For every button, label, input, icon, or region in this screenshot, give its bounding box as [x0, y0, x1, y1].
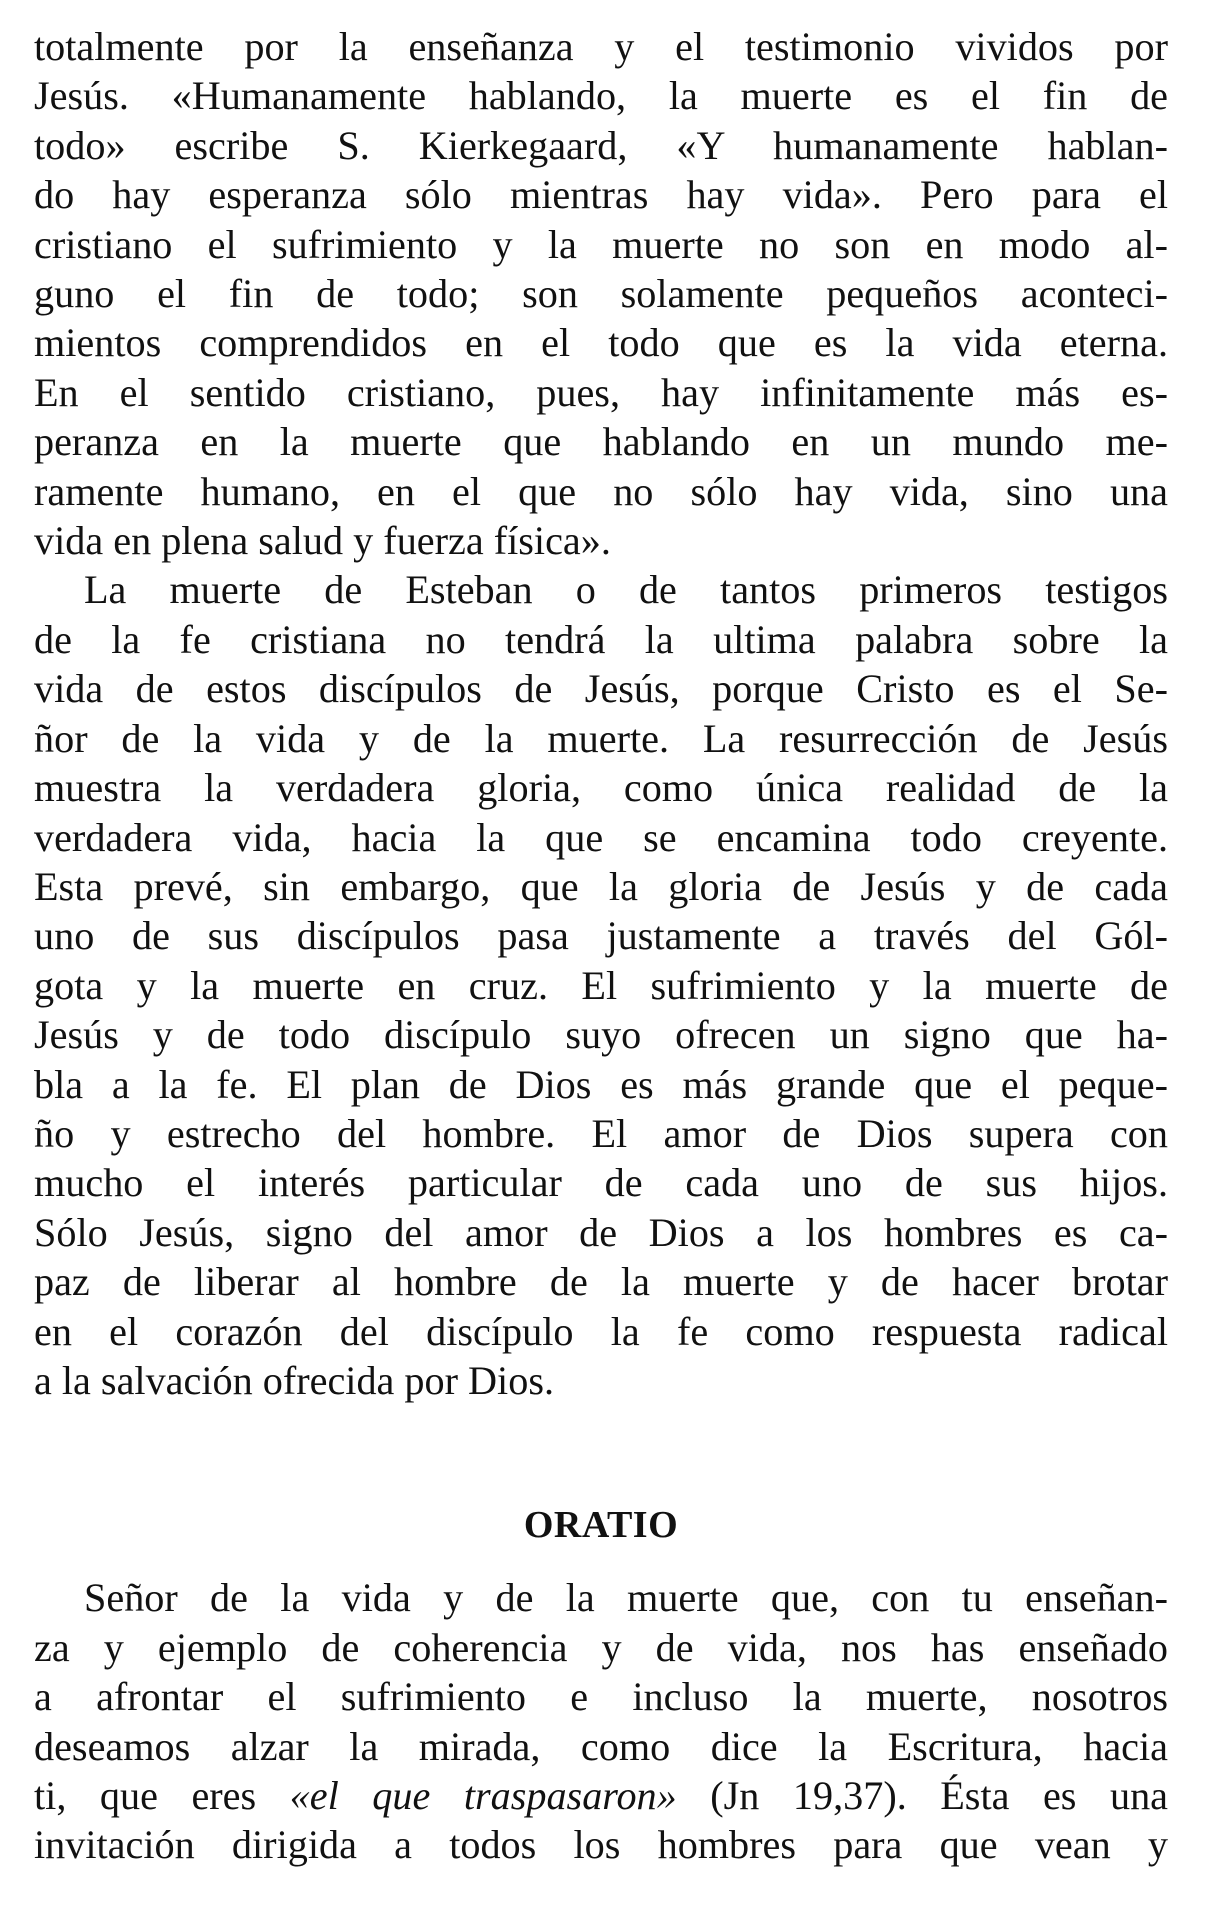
text-line: Jesús y de todo discípulo suyo ofrecen un signo que ha- — [34, 1012, 1168, 1058]
text-line: do hay esperanza sólo mientras hay vida». Pero para el — [34, 172, 1168, 218]
text-line: Señor de la vida y de la muerte que, con tu enseñan- — [84, 1575, 1168, 1621]
text-line: vida en plena salud y fuerza física». — [34, 518, 611, 564]
text-line: uno de sus discípulos pasa justamente a través del Gól- — [34, 913, 1168, 959]
text-line: vida de estos discípulos de Jesús, porque Cristo es el Se- — [34, 666, 1168, 712]
paragraph-3 — [34, 1573, 1168, 1869]
text-line: Esta prevé, sin embargo, que la gloria de Jesús y de cada — [34, 863, 1168, 909]
text-line: en el corazón del discípulo la fe como respuesta radical — [34, 1308, 1168, 1354]
italic-quote: «el que traspasaron» — [289, 1773, 677, 1818]
text-line: cristiano el sufrimiento y la muerte no son en modo al- — [34, 221, 1168, 267]
paragraph-2 — [34, 565, 1168, 1405]
text-line: totalmente por la enseñanza y el testimonio vividos por — [34, 24, 1168, 69]
text-line: guno el fin de todo; son solamente pequeños aconteci- — [34, 271, 1168, 317]
text-line: mucho el interés particular de cada uno de sus hijos. — [34, 1160, 1168, 1206]
text-line: za y ejemplo de coherencia y de vida, nos has enseñado — [34, 1624, 1168, 1670]
text-line: mientos comprendidos en el todo que es la vida eterna. — [34, 320, 1168, 366]
text-line: ñor de la vida y de la muerte. La resurrección de Jesús — [34, 715, 1168, 761]
text-segment: (Jn 19,37). Ésta es una — [676, 1773, 1168, 1818]
text-line: gota y la muerte en cruz. El sufrimiento y la muerte de — [34, 962, 1168, 1008]
text-line: todo» escribe S. Kierkegaard, «Y humanamente hablan- — [34, 122, 1168, 168]
text-line: peranza en la muerte que hablando en un mundo me- — [34, 419, 1168, 465]
text-line: ño y estrecho del hombre. El amor de Dios supera con — [34, 1110, 1168, 1156]
text-line: La muerte de Esteban o de tantos primeros testigos — [84, 567, 1168, 613]
text-line: a la salvación ofrecida por Dios. — [34, 1357, 555, 1403]
text-line: invitación dirigida a todos los hombres para que vean y — [34, 1822, 1168, 1868]
text-line: En el sentido cristiano, pues, hay infinitamente más es- — [34, 369, 1168, 415]
text-line: deseamos alzar la mirada, como dice la Escritura, hacia — [34, 1723, 1168, 1769]
text-line: Sólo Jesús, signo del amor de Dios a los hombres es ca- — [34, 1209, 1168, 1255]
spacer — [34, 1405, 1168, 1501]
text-line: paz de liberar al hombre de la muerte y de hacer brotar — [34, 1259, 1168, 1305]
text-line: de la fe cristiana no tendrá la ultima palabra sobre la — [34, 616, 1168, 662]
text-line: verdadera vida, hacia la que se encamina todo creyente. — [34, 814, 1168, 860]
text-segment: ti, que eres — [34, 1773, 290, 1818]
text-line: a afrontar el sufrimiento e incluso la muerte, nosotros — [34, 1674, 1168, 1720]
text-line-with-quote — [34, 1771, 1168, 1820]
text-line: Jesús. «Humanamente hablando, la muerte es el fin de — [34, 73, 1168, 119]
spacer — [34, 1549, 1168, 1573]
section-title: ORATIO — [523, 1504, 679, 1547]
text-line: bla a la fe. El plan de Dios es más grande que el peque- — [34, 1061, 1168, 1107]
text-line: ramente humano, en el que no sólo hay vida, sino una — [34, 468, 1168, 514]
document-page — [34, 22, 1168, 1870]
paragraph-1 — [34, 22, 1168, 565]
text-line: muestra la verdadera gloria, como única realidad de la — [34, 765, 1168, 811]
